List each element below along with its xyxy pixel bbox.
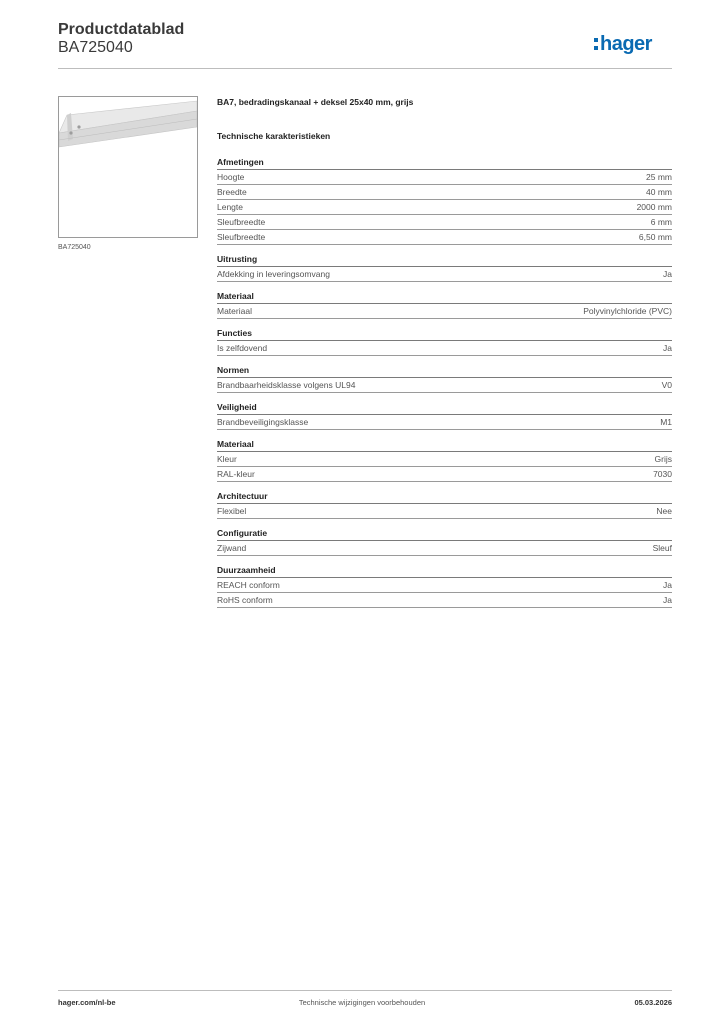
spec-value: Grijs (654, 454, 672, 464)
spec-section (217, 527, 672, 556)
product-image (58, 96, 198, 238)
spec-label: Afdekking in leveringsomvang (217, 269, 330, 279)
section-title: Veiligheid (217, 401, 672, 415)
spec-label: Brandbaarheidsklasse volgens UL94 (217, 380, 356, 390)
footer-notice: Technische wijzigingen voorbehouden (298, 998, 426, 1007)
spec-value: Polyvinylchloride (PVC) (583, 306, 672, 316)
spec-label: Breedte (217, 187, 247, 197)
tech-characteristics-heading: Technische karakteristieken (217, 131, 331, 141)
cable-duct-illustration (59, 97, 197, 237)
section-title: Functies (217, 327, 672, 341)
spec-value: Ja (663, 343, 672, 353)
spec-row (217, 230, 672, 245)
spec-section (217, 253, 672, 282)
section-title: Uitrusting (217, 253, 672, 267)
spec-label: Flexibel (217, 506, 247, 516)
spec-section (217, 401, 672, 430)
spec-value: M1 (660, 417, 672, 427)
section-title: Architectuur (217, 490, 672, 504)
hager-logo (594, 27, 674, 59)
spec-label: RoHS conform (217, 595, 273, 605)
spec-row (217, 541, 672, 556)
spec-row (217, 452, 672, 467)
spec-label: Materiaal (217, 306, 252, 316)
spec-row (217, 504, 672, 519)
page-title: Productdatablad (58, 21, 185, 38)
spec-section (217, 327, 672, 356)
footer-divider (58, 990, 672, 991)
spec-value: Nee (656, 506, 672, 516)
spec-value: 6 mm (650, 217, 672, 227)
spec-value: 40 mm (646, 187, 672, 197)
spec-value: 7030 (653, 469, 672, 479)
spec-value: Sleuf (652, 543, 672, 553)
section-title: Afmetingen (217, 156, 672, 170)
spec-row (217, 378, 672, 393)
spec-section (217, 490, 672, 519)
section-title: Materiaal (217, 290, 672, 304)
header-divider (58, 68, 672, 69)
spec-row (217, 467, 672, 482)
spec-row (217, 341, 672, 356)
spec-row (217, 415, 672, 430)
product-description: BA7, bedradingskanaal + deksel 25x40 mm, grijs (217, 97, 414, 107)
spec-section (217, 290, 672, 319)
footer-date: 05.03.2026 (634, 998, 672, 1007)
spec-value: 2000 mm (636, 202, 672, 212)
spec-label: Hoogte (217, 172, 245, 182)
product-code: BA725040 (58, 39, 133, 56)
spec-value: 6,50 mm (638, 232, 672, 242)
spec-label: Kleur (217, 454, 237, 464)
spec-section (217, 364, 672, 393)
spec-value: Ja (663, 269, 672, 279)
spec-section (217, 438, 672, 482)
spec-value: 25 mm (646, 172, 672, 182)
spec-row (217, 170, 672, 185)
spec-value: Ja (663, 580, 672, 590)
spec-label: Lengte (217, 202, 243, 212)
spec-row (217, 593, 672, 608)
section-title: Normen (217, 364, 672, 378)
spec-label: Sleufbreedte (217, 217, 266, 227)
spec-row (217, 200, 672, 215)
section-title: Configuratie (217, 527, 672, 541)
footer-website: hager.com/nl-be (58, 998, 116, 1007)
spec-label: RAL-kleur (217, 469, 255, 479)
spec-row (217, 267, 672, 282)
spec-label: Sleufbreedte (217, 232, 266, 242)
image-caption: BA725040 (58, 244, 91, 251)
spec-row (217, 215, 672, 230)
spec-row (217, 578, 672, 593)
spec-label: Is zelfdovend (217, 343, 268, 353)
svg-text:hager: hager (600, 33, 652, 55)
spec-label: Brandbeveiligingsklasse (217, 417, 309, 427)
spec-row (217, 304, 672, 319)
spec-section (217, 156, 672, 245)
spec-table (217, 156, 672, 616)
spec-section (217, 564, 672, 608)
spec-label: Zijwand (217, 543, 247, 553)
section-title: Duurzaamheid (217, 564, 672, 578)
spec-value: V0 (661, 380, 672, 390)
spec-label: REACH conform (217, 580, 280, 590)
spec-value: Ja (663, 595, 672, 605)
spec-row (217, 185, 672, 200)
section-title: Materiaal (217, 438, 672, 452)
